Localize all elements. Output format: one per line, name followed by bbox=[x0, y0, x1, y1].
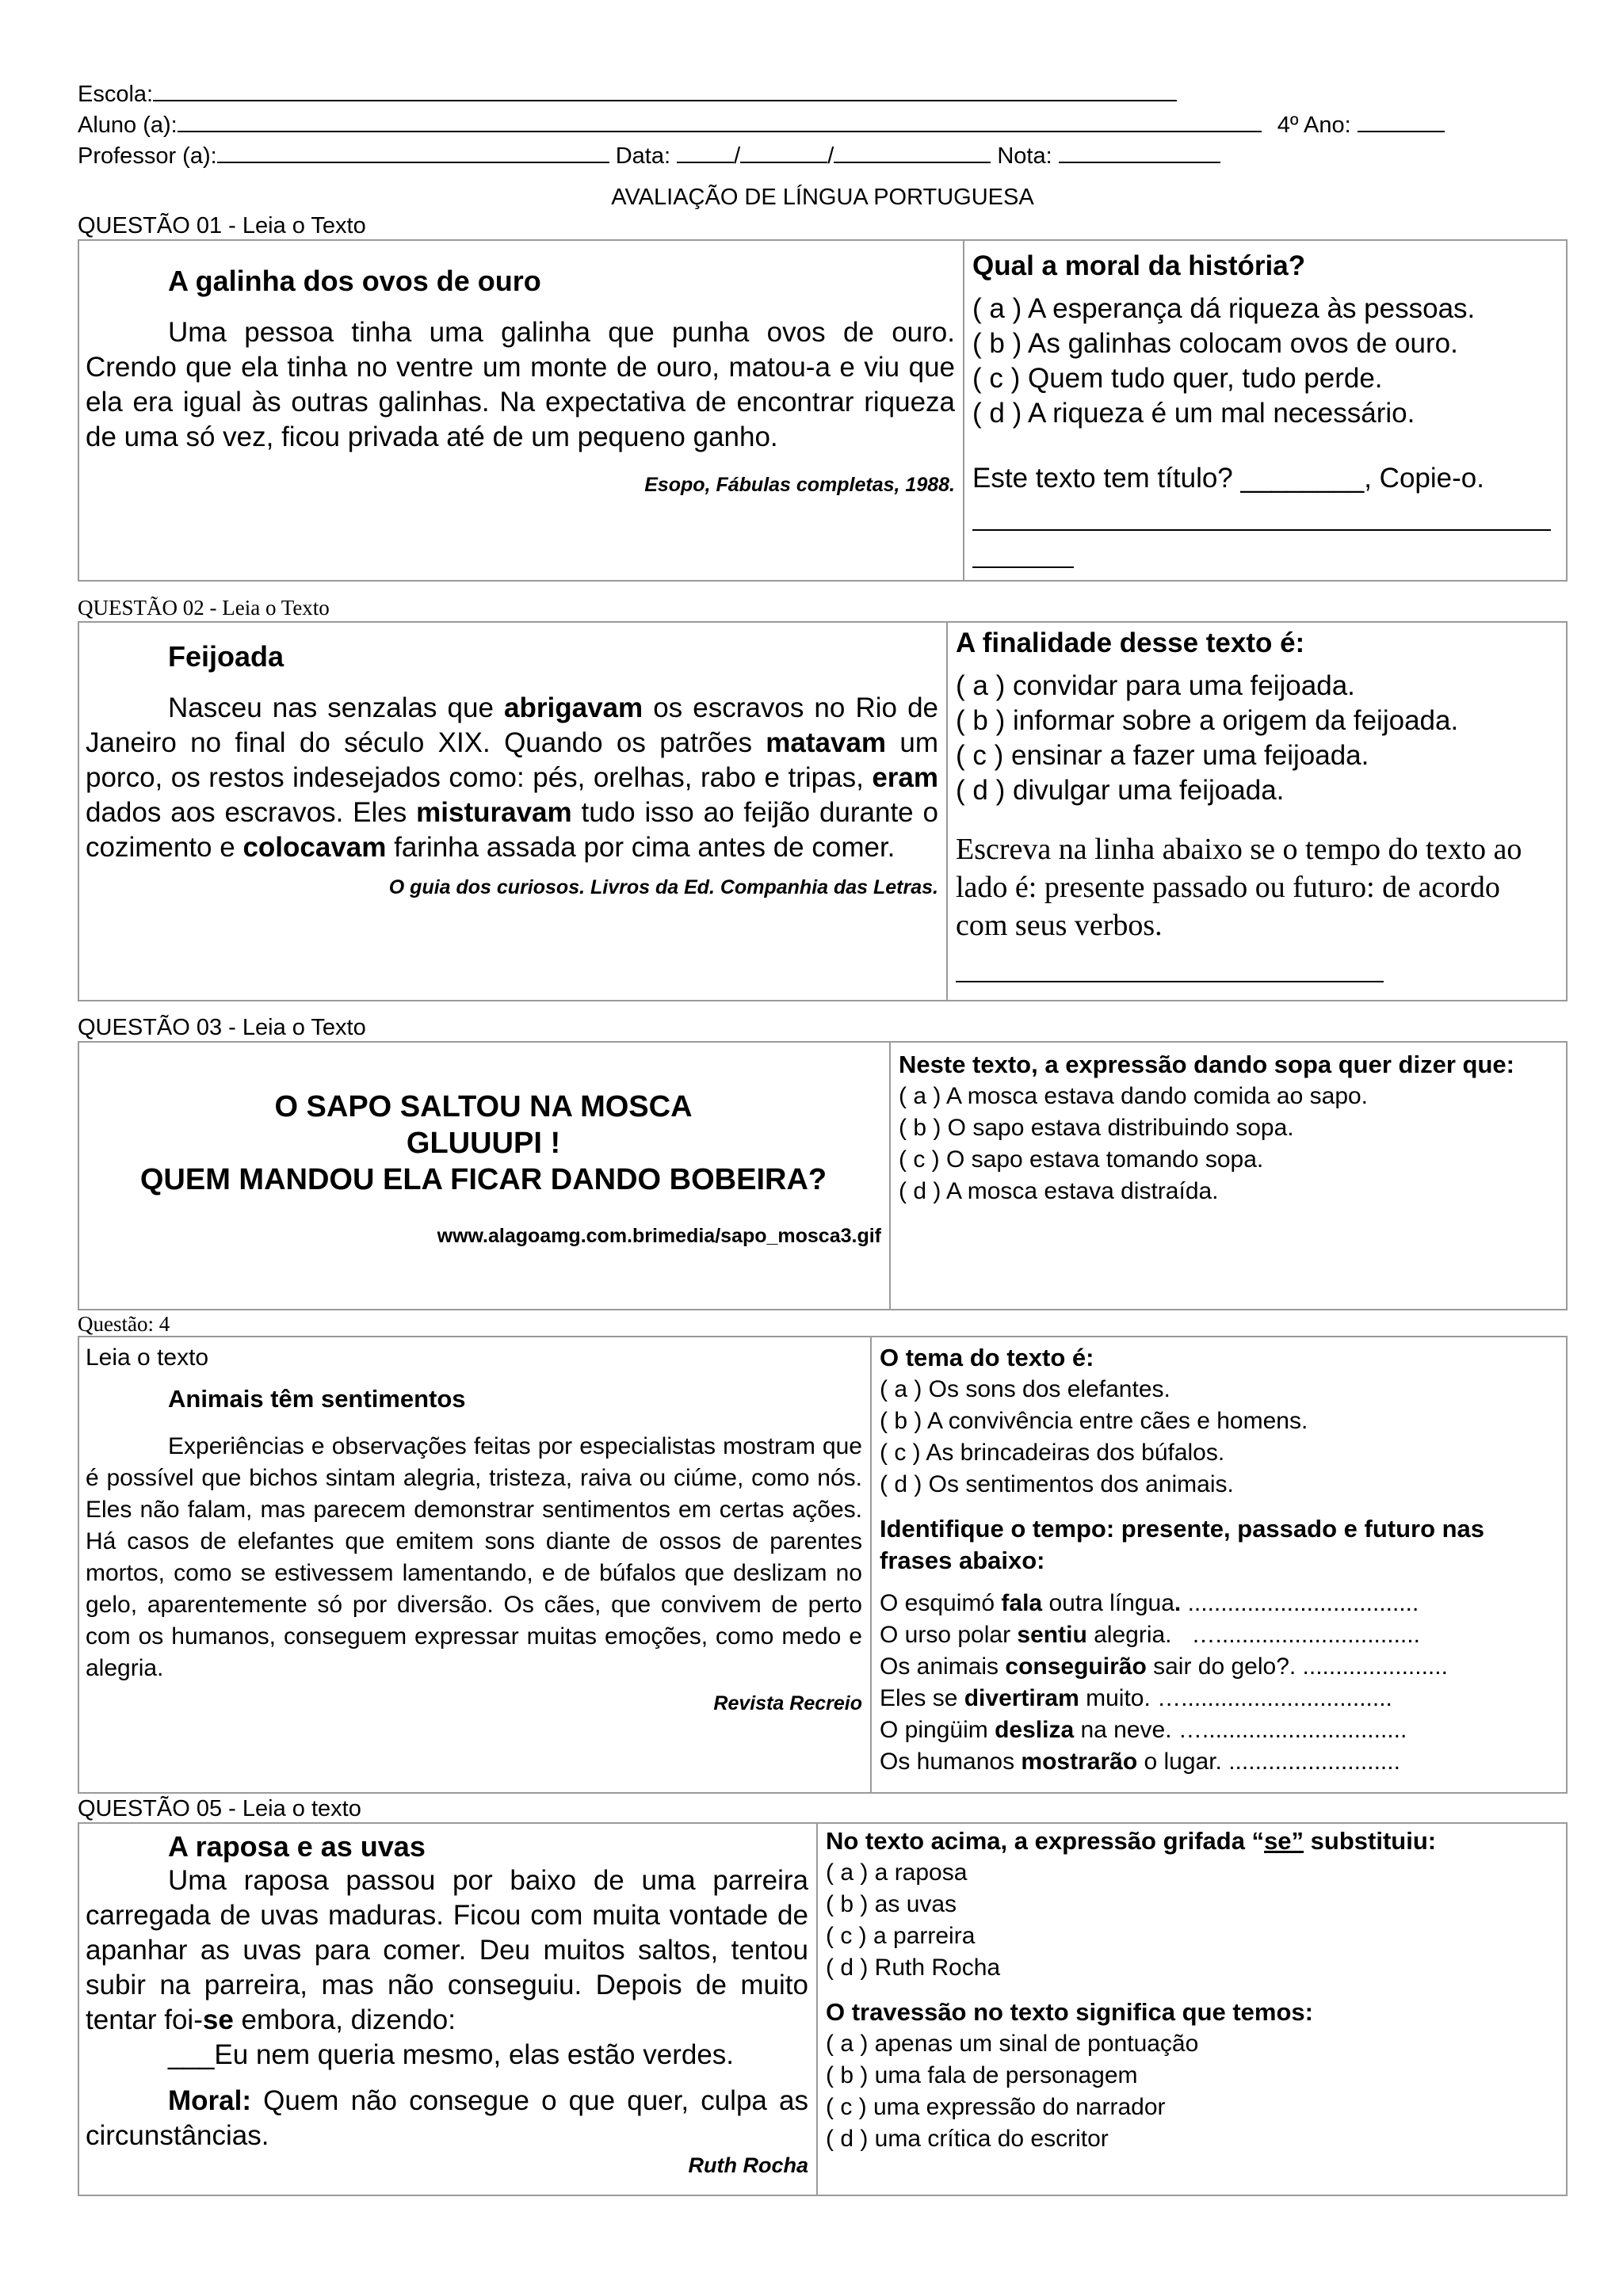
q5-option-d: ( d ) Ruth Rocha bbox=[826, 1955, 1001, 1981]
escola-label: Escola: bbox=[78, 82, 154, 107]
q1-question-cell bbox=[964, 241, 1566, 580]
q5-text-part: Uma raposa passou por baixo de uma parreira carregada de uvas maduras. Ficou com muita vontade de apanhar as uvas para comer. Deu muitos saltos, tentou subir na parreira, mas não conseguiu. Depois de muito tentar foi- bbox=[86, 1865, 808, 2035]
q3-source: www.alagoamg.com.brimedia/sapo_mosca3.gif bbox=[437, 1225, 881, 1247]
q4-option-c: ( c ) As brincadeiras dos búfalos. bbox=[880, 1440, 1225, 1466]
data-label: Data: bbox=[615, 143, 671, 169]
q3-box bbox=[78, 1041, 1568, 1310]
header bbox=[78, 78, 1568, 170]
q1-question: Qual a moral da história? bbox=[972, 250, 1306, 281]
aluno-label: Aluno (a): bbox=[78, 113, 178, 138]
ano-line bbox=[1358, 109, 1445, 132]
q2-option-b: ( b ) informar sobre a origem da feijoada. bbox=[956, 705, 1459, 736]
q3-option-b: ( b ) O sapo estava distribuindo sopa. bbox=[899, 1115, 1294, 1141]
q3-comic-text bbox=[86, 1089, 881, 1198]
q2-text-cell bbox=[79, 623, 948, 1000]
q1-option-d: ( d ) A riqueza é um mal necessário. bbox=[972, 398, 1415, 429]
q5-dash: ___ bbox=[168, 2039, 215, 2070]
professor-label: Professor (a): bbox=[78, 143, 217, 169]
q5-option2-b: ( b ) uma fala de personagem bbox=[826, 2062, 1138, 2088]
q1-option-c: ( c ) Quem tudo quer, tudo perde. bbox=[972, 363, 1383, 394]
answer-dots: …............................... bbox=[1171, 1717, 1407, 1743]
q4-box bbox=[78, 1336, 1568, 1794]
date-slash-1: / bbox=[734, 143, 741, 169]
q2-box bbox=[78, 621, 1568, 1001]
q2-text-part: tudo isso ao feijão durante o cozimento e bbox=[86, 797, 938, 863]
q5-story-title: A raposa e as uvas bbox=[168, 1830, 426, 1863]
q1-story-title: A galinha dos ovos de ouro bbox=[168, 265, 541, 297]
sentence-verb: conseguirão bbox=[1005, 1653, 1147, 1680]
sentence-text: outra língua bbox=[1042, 1590, 1174, 1616]
q4-story-title: Animais têm sentimentos bbox=[168, 1385, 466, 1413]
q2-source: O guia dos curiosos. Livros da Ed. Companhia das Letras. bbox=[388, 876, 938, 898]
q3-option-d: ( d ) A mosca estava distraída. bbox=[899, 1178, 1219, 1204]
q4-intro: Leia o texto bbox=[86, 1344, 209, 1371]
q2-story-text bbox=[86, 691, 938, 865]
month-line bbox=[740, 139, 827, 163]
q4-option-a: ( a ) Os sons dos elefantes. bbox=[880, 1376, 1170, 1402]
q5-se-word: se bbox=[202, 2004, 234, 2035]
nota-line bbox=[1059, 139, 1220, 163]
q1-label: QUESTÃO 01 - Leia o Texto bbox=[78, 213, 366, 238]
q2-option-c: ( c ) ensinar a fazer uma feijoada. bbox=[956, 740, 1369, 771]
q5-moral-label: Moral: bbox=[168, 2085, 251, 2116]
q2-verb: eram bbox=[872, 762, 938, 793]
q3-option-c: ( c ) O sapo estava tomando sopa. bbox=[899, 1146, 1264, 1173]
sentence-dot: . bbox=[1174, 1590, 1182, 1616]
q2-option-a: ( a ) convidar para uma feijoada. bbox=[956, 670, 1355, 701]
q2-verb: abrigavam bbox=[504, 692, 643, 723]
answer-dots: …............................... bbox=[1171, 1622, 1420, 1648]
professor-line bbox=[217, 139, 609, 163]
q2-verb: matavam bbox=[766, 727, 887, 758]
q2-story-title: Feijoada bbox=[168, 640, 285, 673]
q2-question-cell bbox=[948, 623, 1566, 1000]
sentence-verb: desliza bbox=[995, 1717, 1075, 1743]
q5-label: QUESTÃO 05 - Leia o texto bbox=[78, 1796, 361, 1821]
q5-speech bbox=[168, 2038, 808, 2073]
q4-sentence bbox=[880, 1651, 1558, 1683]
aluno-line bbox=[178, 109, 1262, 132]
q5-question-underlined: se” bbox=[1264, 1827, 1304, 1855]
q2-label: QUESTÃO 02 - Leia o Texto bbox=[78, 596, 330, 620]
sentence-text: sair do gelo?. bbox=[1146, 1653, 1296, 1680]
sentence-verb: mostrarão bbox=[1021, 1749, 1138, 1775]
q3-question: Neste texto, a expressão dando sopa quer dizer que: bbox=[899, 1051, 1514, 1078]
q3-question-cell bbox=[891, 1043, 1566, 1309]
sentence-text: O pingüim bbox=[880, 1717, 995, 1743]
q2-text-part: Nasceu nas senzalas que bbox=[168, 692, 505, 723]
q2-answer-line bbox=[956, 944, 1384, 982]
q2-verb: misturavam bbox=[416, 797, 572, 828]
q4-question: O tema do texto é: bbox=[880, 1344, 1094, 1371]
aluno-row bbox=[78, 109, 1568, 139]
q5-source: Ruth Rocha bbox=[688, 2153, 808, 2177]
sentence-text: muito. bbox=[1079, 1685, 1151, 1711]
q4-option-d: ( d ) Os sentimentos dos animais. bbox=[880, 1471, 1234, 1497]
sentence-text: o lugar. bbox=[1137, 1749, 1222, 1775]
q2-text-part: um porco, os restos indesejados como: pés, orelhas, rabo e tripas, bbox=[86, 727, 938, 793]
q4-question-cell bbox=[872, 1337, 1566, 1792]
answer-dots: ...................... bbox=[1296, 1653, 1448, 1680]
q2-tense-question: Escreva na linha abaixo se o tempo do texto ao lado é: presente passado ou futuro: de acordo com seus verbos. bbox=[956, 833, 1522, 942]
answer-dots: ................................... bbox=[1181, 1590, 1419, 1616]
q2-question: A finalidade desse texto é: bbox=[956, 627, 1305, 658]
q5-question bbox=[826, 1825, 1558, 1857]
q5-moral bbox=[86, 2084, 808, 2153]
q5-option-a: ( a ) a raposa bbox=[826, 1859, 968, 1886]
q5-question-text: No texto acima, a expressão grifada “ bbox=[826, 1827, 1265, 1855]
q4-sentence bbox=[880, 1746, 1558, 1778]
q4-story-text: Experiências e observações feitas por especialistas mostram que é possível que bichos sintam alegria, tristeza, raiva ou ciúme, como nós. Eles não falam, mas parecem demonstrar sentimentos em certas ações. Há casos de elefantes que emitem sons diante de ossos de parentes mortos, como se estivessem lamentando, e de búfalos que deslizam no gelo, aparentemente só por diversão. Os cães, que convivem de perto com os humanos, conseguem expressar muitas emoções, como medo e alegria. bbox=[86, 1433, 862, 1681]
q1-title-question: Este texto tem título? ________, Copie-o. bbox=[972, 463, 1484, 494]
q2-text-part: farinha assada por cima antes de comer. bbox=[386, 832, 896, 863]
q5-text-cell bbox=[79, 1824, 818, 2195]
q5-question-cell bbox=[818, 1824, 1566, 2195]
sentence-text: alegria. bbox=[1086, 1622, 1172, 1648]
q4-sentence bbox=[880, 1683, 1558, 1714]
q5-box bbox=[78, 1822, 1568, 2196]
q2-option-d: ( d ) divulgar uma feijoada. bbox=[956, 775, 1285, 806]
sentence-text: Eles se bbox=[880, 1685, 964, 1711]
q3-text-cell bbox=[79, 1043, 891, 1309]
sentence-verb: sentiu bbox=[1017, 1622, 1087, 1648]
sentence-verb: fala bbox=[1001, 1590, 1043, 1616]
sentence-text: O esquimó bbox=[880, 1590, 1002, 1616]
exam-page bbox=[78, 78, 1568, 2196]
sentence-text: Os humanos bbox=[880, 1749, 1022, 1775]
q3-line-1: O SAPO SALTOU NA MOSCA bbox=[274, 1090, 693, 1123]
q4-label: Questão: 4 bbox=[78, 1312, 170, 1336]
q5-question-text: substituiu: bbox=[1304, 1827, 1437, 1855]
q5-question-2: O travessão no texto significa que temos: bbox=[826, 1998, 1313, 2026]
q4-option-b: ( b ) A convivência entre cães e homens. bbox=[880, 1408, 1308, 1434]
q1-text-cell bbox=[79, 241, 964, 580]
year-line bbox=[834, 139, 991, 163]
q5-moral-text: Quem não consegue o que quer, culpa as circunstâncias. bbox=[86, 2085, 808, 2151]
q5-option2-c: ( c ) uma expressão do narrador bbox=[826, 2094, 1166, 2120]
exam-title: AVALIAÇÃO DE LÍNGUA PORTUGUESA bbox=[611, 185, 1034, 210]
sentence-verb: divertiram bbox=[964, 1685, 1079, 1711]
q5-speech-text: Eu nem queria mesmo, elas estão verdes. bbox=[214, 2039, 735, 2070]
q3-label: QUESTÃO 03 - Leia o Texto bbox=[78, 1015, 366, 1040]
q3-option-a: ( a ) A mosca estava dando comida ao sapo. bbox=[899, 1083, 1369, 1109]
q5-story-text bbox=[86, 1863, 808, 2038]
sentence-text: Os animais bbox=[880, 1653, 1006, 1680]
q1-option-b: ( b ) As galinhas colocam ovos de ouro. bbox=[972, 328, 1458, 359]
professor-row bbox=[78, 139, 1568, 170]
q1-box bbox=[78, 239, 1568, 582]
q4-sentence bbox=[880, 1714, 1558, 1746]
escola-line bbox=[153, 78, 1177, 101]
q1-story-text: Uma pessoa tinha uma galinha que punha ovos de ouro. Crendo que ela tinha no ventre um monte de ouro, matou-a e viu que ela era igual às outras galinhas. Na expectativa de encontrar riqueza de uma só vez, ficou privada até de um pequeno ganho. bbox=[86, 317, 955, 452]
q4-source: Revista Recreio bbox=[713, 1692, 862, 1714]
q5-option-b: ( b ) as uvas bbox=[826, 1891, 957, 1917]
q4-text-cell bbox=[79, 1337, 872, 1792]
escola-row bbox=[78, 78, 1568, 109]
answer-dots: …................................ bbox=[1150, 1685, 1392, 1711]
q4-sentence bbox=[880, 1619, 1558, 1651]
q2-verb: colocavam bbox=[242, 832, 387, 863]
nota-label: Nota: bbox=[997, 143, 1052, 169]
q3-line-3: QUEM MANDOU ELA FICAR DANDO BOBEIRA? bbox=[139, 1163, 827, 1196]
sentence-text: O urso polar bbox=[880, 1622, 1018, 1648]
q4-sentence bbox=[880, 1588, 1558, 1619]
date-slash-2: / bbox=[827, 143, 834, 169]
q5-option2-a: ( a ) apenas um sinal de pontuação bbox=[826, 2031, 1199, 2057]
q1-answer-line-1 bbox=[972, 496, 1551, 531]
answer-dots: .......................... bbox=[1221, 1749, 1400, 1775]
q2-text-part: os escravos no Rio de Janeiro no final do século XIX. Quando os patrões bbox=[86, 692, 938, 758]
q1-answer-line-2 bbox=[972, 535, 1074, 568]
q3-line-2: GLUUUPI ! bbox=[406, 1127, 561, 1160]
q5-option-c: ( c ) a parreira bbox=[826, 1923, 976, 1949]
q5-text-part: embora, dizendo: bbox=[233, 2004, 456, 2035]
q4-tense-question: Identifique o tempo: presente, passado e futuro nas frases abaixo: bbox=[880, 1515, 1485, 1574]
q1-source: Esopo, Fábulas completas, 1988. bbox=[644, 474, 955, 496]
sentence-text: na neve. bbox=[1074, 1717, 1172, 1743]
day-line bbox=[677, 139, 734, 163]
q5-option2-d: ( d ) uma crítica do escritor bbox=[826, 2126, 1109, 2152]
q2-text-part: dados aos escravos. Eles bbox=[86, 797, 417, 828]
q1-option-a: ( a ) A esperança dá riqueza às pessoas. bbox=[972, 293, 1476, 324]
ano-label: 4º Ano: bbox=[1277, 113, 1351, 138]
